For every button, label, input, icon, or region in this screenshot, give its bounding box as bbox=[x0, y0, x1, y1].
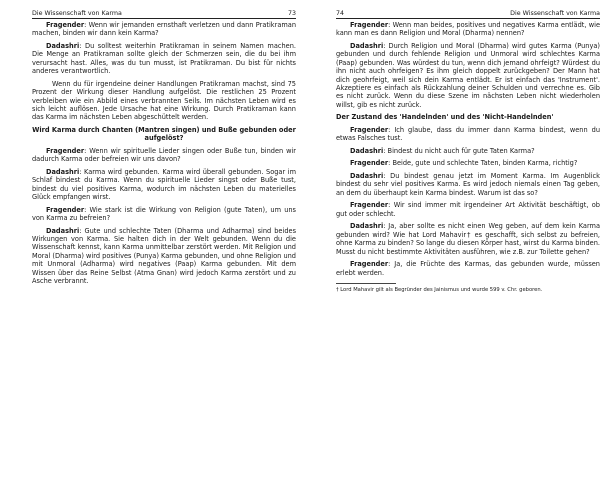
paragraph-text: : Wie stark ist die Wirkung von Religion (gute Taten), um uns von Karma zu befreien? bbox=[32, 205, 296, 223]
paragraph-text: : Du bindest genau jetzt im Moment Karma. Im Augenblick bindest du sehr viel positives Karma. Es wird jedoch niemals einen Tag geben, an dem du überhaupt kein Karma bindest. Warum ist das so? bbox=[336, 172, 600, 197]
right-paragraph-9 bbox=[336, 260, 600, 277]
speaker: Fragender bbox=[350, 21, 389, 29]
speaker: Fragender bbox=[350, 260, 389, 269]
left-page-header bbox=[32, 10, 296, 19]
paragraph-text: : Wenn man beides, positives und negatives Karma entlädt, wie kann man es dann Religion und Moral (Dharma) nennen? bbox=[336, 21, 600, 38]
left-paragraph-6 bbox=[32, 206, 296, 223]
left-page bbox=[32, 10, 296, 290]
left-paragraph-5 bbox=[32, 168, 296, 202]
paragraph-text: : Ja, die Früchte des Karmas, das gebunden wurde, müssen erlebt werden. bbox=[336, 260, 600, 277]
right-paragraph-6 bbox=[336, 172, 600, 197]
speaker: Dadashri bbox=[350, 222, 384, 231]
paragraph-text: : Ja, aber sollte es nicht einen Weg geben, auf dem kein Karma gebunden wird? Wie hat Lord Mahavir† es geschafft, sich selbst zu befreien, ohne Karma zu binden? So lange du diesen Körper hast, wirst du Karma binden. Musst du nicht bestimmte Aktivitäten ausführen, wie z.B. zur Toilette gehen? bbox=[336, 222, 600, 256]
left-header-title: Die Wissenschaft von Karma bbox=[32, 10, 122, 17]
speaker: Dadashri bbox=[46, 42, 80, 50]
speaker: Fragender bbox=[350, 201, 389, 210]
right-paragraph-4 bbox=[336, 147, 600, 155]
left-paragraph-4 bbox=[32, 147, 296, 164]
paragraph-text: : Bindest du nicht auch für gute Taten Karma? bbox=[383, 146, 535, 155]
paragraph-text: Wenn du für irgendeine deiner Handlungen Pratikraman machst, sind 75 Prozent der Wirkung dieser Handlung aufgelöst. Die restlichen 25 Prozent verbleiben wie ein Abbild eines verbrannten Seils. Im nächsten Leben wird es sich leicht auflösen. Jede Ursache hat eine Wirkung. Durch Pratikraman kann das Karma im nächsten Leben abgeschüttelt werden. bbox=[32, 79, 296, 122]
right-page-number: 74 bbox=[336, 10, 345, 17]
left-page-number: 73 bbox=[287, 10, 296, 17]
footnote-divider bbox=[336, 283, 396, 284]
footnote: † Lord Mahavir gilt als Begründer des Jainismus und wurde 599 v. Chr. geboren. bbox=[336, 287, 543, 294]
left-paragraph-3 bbox=[32, 80, 296, 122]
paragraph-text: : Durch Religion und Moral (Dharma) wird gutes Karma (Punya) gebunden und durch fehlende Religion und Unmoral wird schlechtes Karma (Paap) gebunden. Was würdest du tun, wenn dich jemand ohrfeigt? Würdest du ihn nicht auch ohrfeigen? Es ihm gleich doppelt zurückgeben? Der Mann hat dich geohrfeigt, weil sich dein Karma entlädt. Er ist einfach das 'Instrument'. Akzeptiere es einfach als Rückzahlung deiner Schulden und verrechne es. Gib es nicht zurück. Wenn du diese Szene im nächsten Leben nicht wiederholen willst, gib es nicht zurück. bbox=[336, 42, 600, 109]
right-paragraph-3 bbox=[336, 126, 600, 143]
left-section-heading: Wird Karma durch Chanten (Mantren singen) und Buße gebunden oder aufgelöst? bbox=[32, 126, 296, 143]
speaker: Fragender bbox=[46, 205, 85, 214]
speaker: Dadashri bbox=[46, 167, 80, 176]
paragraph-text: : Ich glaube, dass du immer dann Karma bindest, wenn du etwas Falsches tust. bbox=[336, 125, 600, 143]
right-page-header bbox=[336, 10, 600, 19]
left-paragraph-2 bbox=[32, 42, 296, 76]
right-section-heading: Der Zustand des 'Handelnden' und des 'Nicht-Handelnden' bbox=[336, 113, 554, 122]
speaker: Fragender bbox=[46, 21, 85, 29]
right-paragraph-7 bbox=[336, 201, 600, 218]
right-paragraph-2 bbox=[336, 42, 600, 109]
paragraph-text: : Karma wird gebunden. Karma wird überall gebunden. Sogar im Schlaf bindest du Karma. Wenn du spirituelle Lieder singst oder Buße tust, bindest du viel positives Karma, wodurch im nächsten Leben du materielles Glück empfangen wirst. bbox=[32, 167, 296, 202]
right-page bbox=[336, 10, 600, 294]
paragraph-text: : Du solltest weiterhin Pratikraman in seinem Namen machen. Die Menge an Pratikraman sollte gleich der Schmerzen sein, die du bei ihm verursacht hast. Alles, was du tun musst, ist Pratikraman. Du bist für nichts anderes verantwortlich. bbox=[32, 42, 296, 76]
speaker: Fragender bbox=[350, 125, 389, 134]
paragraph-text: : Wir sind immer mit irgendeiner Art Aktivität beschäftigt, ob gut oder schlecht. bbox=[336, 201, 600, 218]
right-header-title: Die Wissenschaft von Karma bbox=[510, 10, 600, 17]
speaker: Dadashri bbox=[46, 226, 80, 235]
right-paragraph-8 bbox=[336, 222, 600, 256]
left-paragraph-1 bbox=[32, 21, 296, 38]
speaker: Fragender bbox=[46, 146, 85, 155]
speaker: Dadashri bbox=[350, 42, 384, 50]
left-paragraph-7 bbox=[32, 227, 296, 286]
paragraph-text: : Wenn wir spirituelle Lieder singen oder Buße tun, binden wir dadurch Karma oder befreien wir uns davon? bbox=[32, 146, 296, 164]
speaker: Dadashri bbox=[350, 172, 384, 181]
right-paragraph-5 bbox=[336, 159, 600, 167]
paragraph-text: : Wenn wir jemanden ernsthaft verletzen und dann Pratikraman machen, binden wir dann kein Karma? bbox=[32, 21, 296, 38]
right-paragraph-1 bbox=[336, 21, 600, 38]
paragraph-text: : Gute und schlechte Taten (Dharma und Adharma) sind beides Wirkungen von Karma. Sie halten dich in der Welt gebunden. Wenn du die Wissenschaft kennst, kann Karma unmittelbar zerstört werden. Mit Religion und Moral (Dharma) wird positives (Punya) Karma gebunden, und ohne Religion und mit Unmoral (Adharma) wird negatives (Paap) Karma gebunden. Mit dem Wissen über das Reine Selbst (Atma Gnan) wird jedoch Karma zerstört und zu Asche verbrannt. bbox=[32, 226, 296, 286]
speaker: Dadashri bbox=[350, 146, 384, 155]
paragraph-text: : Beide, gute und schlechte Taten, binden Karma, richtig? bbox=[388, 159, 578, 168]
speaker: Fragender bbox=[350, 159, 389, 168]
